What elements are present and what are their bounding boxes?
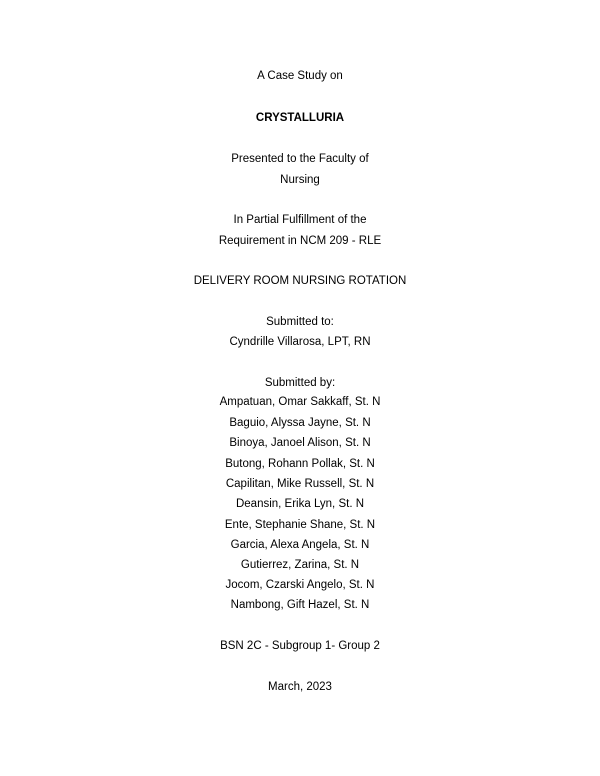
presented-line-2: Nursing bbox=[280, 174, 320, 186]
student-name: Deansin, Erika Lyn, St. N bbox=[235, 498, 365, 510]
fulfillment-line-1: In Partial Fulfillment of the bbox=[233, 214, 367, 226]
group-line: BSN 2C - Subgroup 1- Group 2 bbox=[220, 640, 380, 652]
student-name: Ente, Stephanie Shane, St. N bbox=[224, 519, 376, 531]
student-name: Jocom, Czarski Angelo, St. N bbox=[225, 579, 375, 591]
student-name: Butong, Rohann Pollak, St. N bbox=[225, 458, 375, 470]
submitted-to-label: Submitted to: bbox=[266, 316, 334, 328]
submitted-by-label: Submitted by: bbox=[264, 377, 336, 389]
student-name: Ampatuan, Omar Sakkaff, St. N bbox=[219, 396, 381, 408]
student-name: Binoya, Janoel Alison, St. N bbox=[229, 437, 371, 449]
student-name: Capilitan, Mike Russell, St. N bbox=[225, 478, 375, 490]
rotation-title: DELIVERY ROOM NURSING ROTATION bbox=[193, 275, 407, 287]
student-name: Garcia, Alexa Angela, St. N bbox=[230, 539, 370, 551]
presented-line-1: Presented to the Faculty of bbox=[231, 153, 369, 165]
student-name: Gutierrez, Zarina, St. N bbox=[240, 559, 360, 571]
submitted-to-name: Cyndrille Villarosa, LPT, RN bbox=[229, 336, 371, 348]
case-study-intro: A Case Study on bbox=[257, 70, 343, 82]
case-study-topic: CRYSTALLURIA bbox=[255, 112, 345, 124]
submission-date: March, 2023 bbox=[268, 681, 332, 693]
student-name: Baguio, Alyssa Jayne, St. N bbox=[229, 417, 371, 429]
fulfillment-line-2: Requirement in NCM 209 - RLE bbox=[218, 235, 382, 247]
student-name: Nambong, Gift Hazel, St. N bbox=[230, 599, 370, 611]
